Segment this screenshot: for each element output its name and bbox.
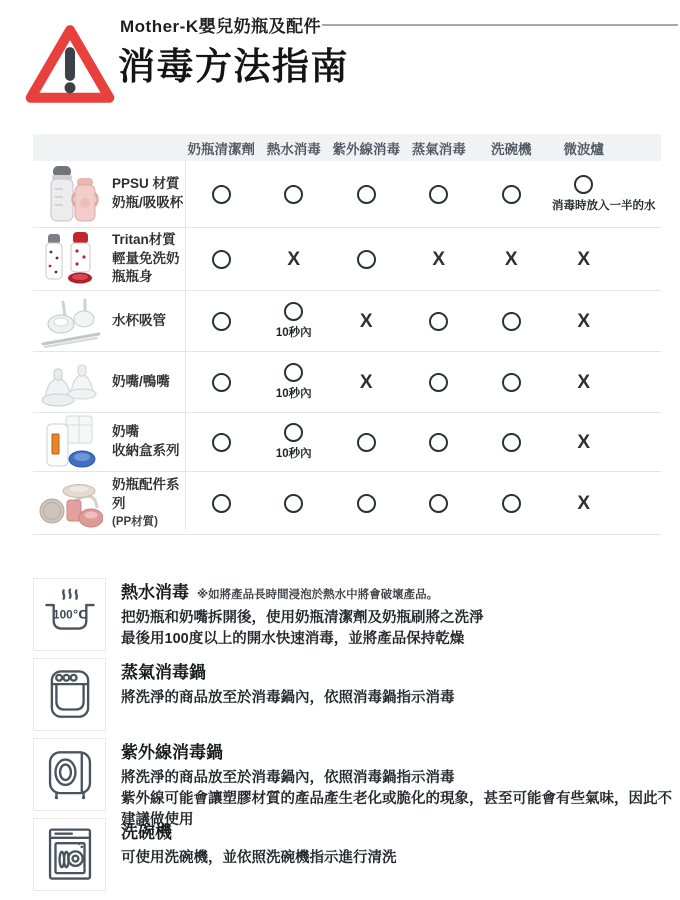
mark-cell — [403, 413, 476, 471]
ppsu-bottles-image — [39, 165, 103, 223]
nipple-case-image — [39, 413, 103, 471]
mark-cell — [330, 228, 403, 290]
circle-mark — [429, 312, 448, 331]
page-title: 消毒方法指南 — [118, 46, 349, 87]
mark-cell — [403, 228, 476, 290]
mark-cell — [475, 472, 548, 534]
product-image — [37, 292, 105, 350]
product-image — [37, 165, 105, 223]
info-body — [121, 848, 673, 869]
info-title: 紫外線消毒鍋 — [121, 743, 223, 762]
product-label-line: 奶嘴 — [112, 424, 139, 440]
circle-mark — [284, 363, 303, 382]
sterilization-table — [33, 134, 661, 535]
product-label — [112, 476, 185, 530]
circle-mark — [284, 494, 303, 513]
steam-sterilizer-icon-box — [33, 658, 106, 731]
product-label-line: (PP材質) — [112, 515, 158, 528]
table-row — [33, 352, 661, 413]
product-image — [37, 230, 105, 288]
x-mark: X — [287, 248, 301, 270]
mark-cell — [330, 291, 403, 351]
circle-mark — [284, 185, 303, 204]
product-image — [37, 353, 105, 411]
mark-cell — [403, 352, 476, 412]
pot-100c-icon — [41, 586, 99, 644]
table-header-row — [33, 134, 661, 161]
mark-cell — [403, 161, 476, 227]
pp-accessories-image — [39, 474, 103, 532]
mark-cell — [330, 352, 403, 412]
circle-mark — [212, 312, 231, 331]
product-label — [112, 175, 183, 213]
mark-cell — [258, 352, 331, 412]
circle-mark — [502, 185, 521, 204]
circle-mark — [574, 175, 593, 194]
product-label-line: 水杯吸管 — [112, 312, 166, 328]
mark-cell — [258, 161, 331, 227]
circle-mark — [429, 373, 448, 392]
table-body — [33, 161, 661, 535]
info-body — [121, 608, 673, 650]
mark-cell — [475, 352, 548, 412]
uv-sterilizer-icon — [41, 746, 99, 804]
table-row — [33, 472, 661, 535]
column-header: 微波爐 — [563, 141, 604, 157]
circle-mark — [357, 250, 376, 269]
mark-cell — [185, 472, 258, 534]
mark-cell — [475, 161, 548, 227]
product-cell — [33, 413, 185, 471]
info-title: 蒸氣消毒鍋 — [121, 663, 206, 682]
circle-mark — [357, 494, 376, 513]
product-label — [112, 312, 166, 331]
product-image — [37, 474, 105, 532]
x-mark: X — [359, 310, 373, 332]
circle-mark — [212, 494, 231, 513]
info-title-row — [121, 578, 673, 603]
info-body — [121, 688, 673, 709]
mark-cell — [258, 228, 331, 290]
mark-cell — [258, 413, 331, 471]
info-text — [121, 818, 673, 869]
mark-cell — [185, 291, 258, 351]
circle-mark — [357, 433, 376, 452]
mark-cell — [475, 228, 548, 290]
product-label-line: 奶瓶配件系列 — [112, 477, 180, 511]
mark-cell — [330, 161, 403, 227]
info-title-row — [121, 738, 673, 763]
mark-cell — [330, 413, 403, 471]
x-mark: X — [577, 492, 591, 514]
straws-image — [39, 292, 103, 350]
column-header: 奶瓶清潔劑 — [187, 141, 255, 157]
column-header: 蒸氣消毒 — [411, 141, 466, 157]
info-body-line: 將洗淨的商品放至於消毒鍋內，依照消毒鍋指示消毒 — [121, 770, 455, 786]
nipples-image — [39, 353, 103, 411]
mark-cell — [185, 352, 258, 412]
product-image — [37, 413, 105, 471]
mark-cell — [185, 161, 258, 227]
product-label-line: PPSU 材質 — [112, 176, 180, 192]
mark-note: 10秒內 — [275, 448, 312, 460]
table-row — [33, 413, 661, 472]
pot-temperature-label: 100℃ — [52, 608, 87, 622]
circle-mark — [212, 250, 231, 269]
mark-cell — [548, 352, 621, 412]
x-mark: X — [577, 310, 591, 332]
circle-mark — [502, 312, 521, 331]
x-mark: X — [504, 248, 518, 270]
circle-mark — [429, 433, 448, 452]
circle-mark — [429, 185, 448, 204]
product-cell — [33, 472, 185, 534]
mark-cell — [258, 291, 331, 351]
mark-note: 10秒內 — [275, 327, 312, 339]
dishwasher-icon-box — [33, 818, 106, 891]
column-header: 熱水消毒 — [266, 141, 321, 157]
warning-triangle-icon — [24, 22, 116, 106]
column-header: 洗碗機 — [491, 141, 532, 157]
steam-sterilizer-icon — [41, 666, 99, 724]
product-label-line: 收納盒系列 — [112, 443, 180, 458]
mark-cell — [475, 291, 548, 351]
table-row — [33, 228, 661, 291]
table-row — [33, 161, 661, 228]
mark-cell — [548, 291, 621, 351]
x-mark: X — [432, 248, 446, 270]
info-body-line: 將洗淨的商品放至於消毒鍋內，依照消毒鍋指示消毒 — [121, 690, 455, 706]
x-mark: X — [359, 371, 373, 393]
product-label — [112, 231, 185, 288]
info-title-row — [121, 658, 673, 683]
info-body-line: 把奶瓶和奶嘴拆開後，使用奶瓶清潔劑及奶瓶刷將之洗淨 — [121, 610, 484, 626]
info-title: 洗碗機 — [121, 823, 172, 842]
tritan-bottles-image — [39, 230, 103, 288]
info-text — [121, 578, 673, 650]
mark-cell — [548, 161, 656, 227]
circle-mark — [212, 433, 231, 452]
product-label-line: Tritan材質 — [112, 231, 176, 247]
info-body-line: 最後用100度以上的開水快速消毒，並將產品保持乾燥 — [121, 631, 465, 648]
info-body-line: 紫外線可能會讓塑膠材質的產品產生老化或脆化的現象，甚至可能會有些氣味，因此不建議做使用 — [121, 791, 672, 829]
product-label-line: 奶嘴/鴨嘴 — [112, 373, 170, 389]
dishwasher-icon — [41, 826, 99, 884]
mark-note: 10秒內 — [275, 388, 312, 400]
table-row — [33, 291, 661, 352]
column-header: 紫外線消毒 — [332, 141, 400, 157]
circle-mark — [502, 373, 521, 392]
table-vertical-divider — [185, 161, 186, 530]
info-title-row — [121, 818, 673, 843]
mark-cell — [258, 472, 331, 534]
mark-cell — [548, 228, 621, 290]
mark-cell — [185, 413, 258, 471]
hot-water-icon-box — [33, 578, 106, 651]
circle-mark — [502, 494, 521, 513]
mark-cell — [330, 472, 403, 534]
x-mark: X — [577, 431, 591, 453]
mark-cell — [548, 472, 621, 534]
product-cell — [33, 352, 185, 412]
product-label — [112, 423, 180, 461]
x-mark: X — [577, 371, 591, 393]
product-cell — [33, 161, 185, 227]
circle-mark — [429, 494, 448, 513]
mark-cell — [403, 472, 476, 534]
product-label-line: 輕量免洗奶瓶瓶身 — [112, 250, 180, 285]
product-label — [112, 373, 170, 392]
circle-mark — [357, 185, 376, 204]
product-cell — [33, 228, 185, 290]
mark-cell — [403, 291, 476, 351]
product-cell — [33, 291, 185, 351]
info-body-line: 可使用洗碗機，並依照洗碗機指示進行清洗 — [121, 850, 397, 866]
header-divider-line — [322, 24, 678, 26]
circle-mark — [212, 185, 231, 204]
product-label-line: 奶瓶/吸吸杯 — [112, 195, 184, 210]
uv-sterilizer-icon-box — [33, 738, 106, 811]
circle-mark — [284, 302, 303, 321]
circle-mark — [212, 373, 231, 392]
mark-note: 消毒時放入一半的水 — [552, 200, 656, 212]
circle-mark — [284, 423, 303, 442]
circle-mark — [502, 433, 521, 452]
mark-cell — [548, 413, 621, 471]
mark-cell — [475, 413, 548, 471]
x-mark: X — [577, 248, 591, 270]
info-text — [121, 658, 673, 709]
info-title: 熱水消毒 — [121, 583, 189, 602]
info-title-note: ※如將產品長時間浸泡於熱水中將會破壞產品。 — [197, 589, 439, 601]
brand-line: Mother-K嬰兒奶瓶及配件 — [120, 17, 322, 36]
mark-cell — [185, 228, 258, 290]
